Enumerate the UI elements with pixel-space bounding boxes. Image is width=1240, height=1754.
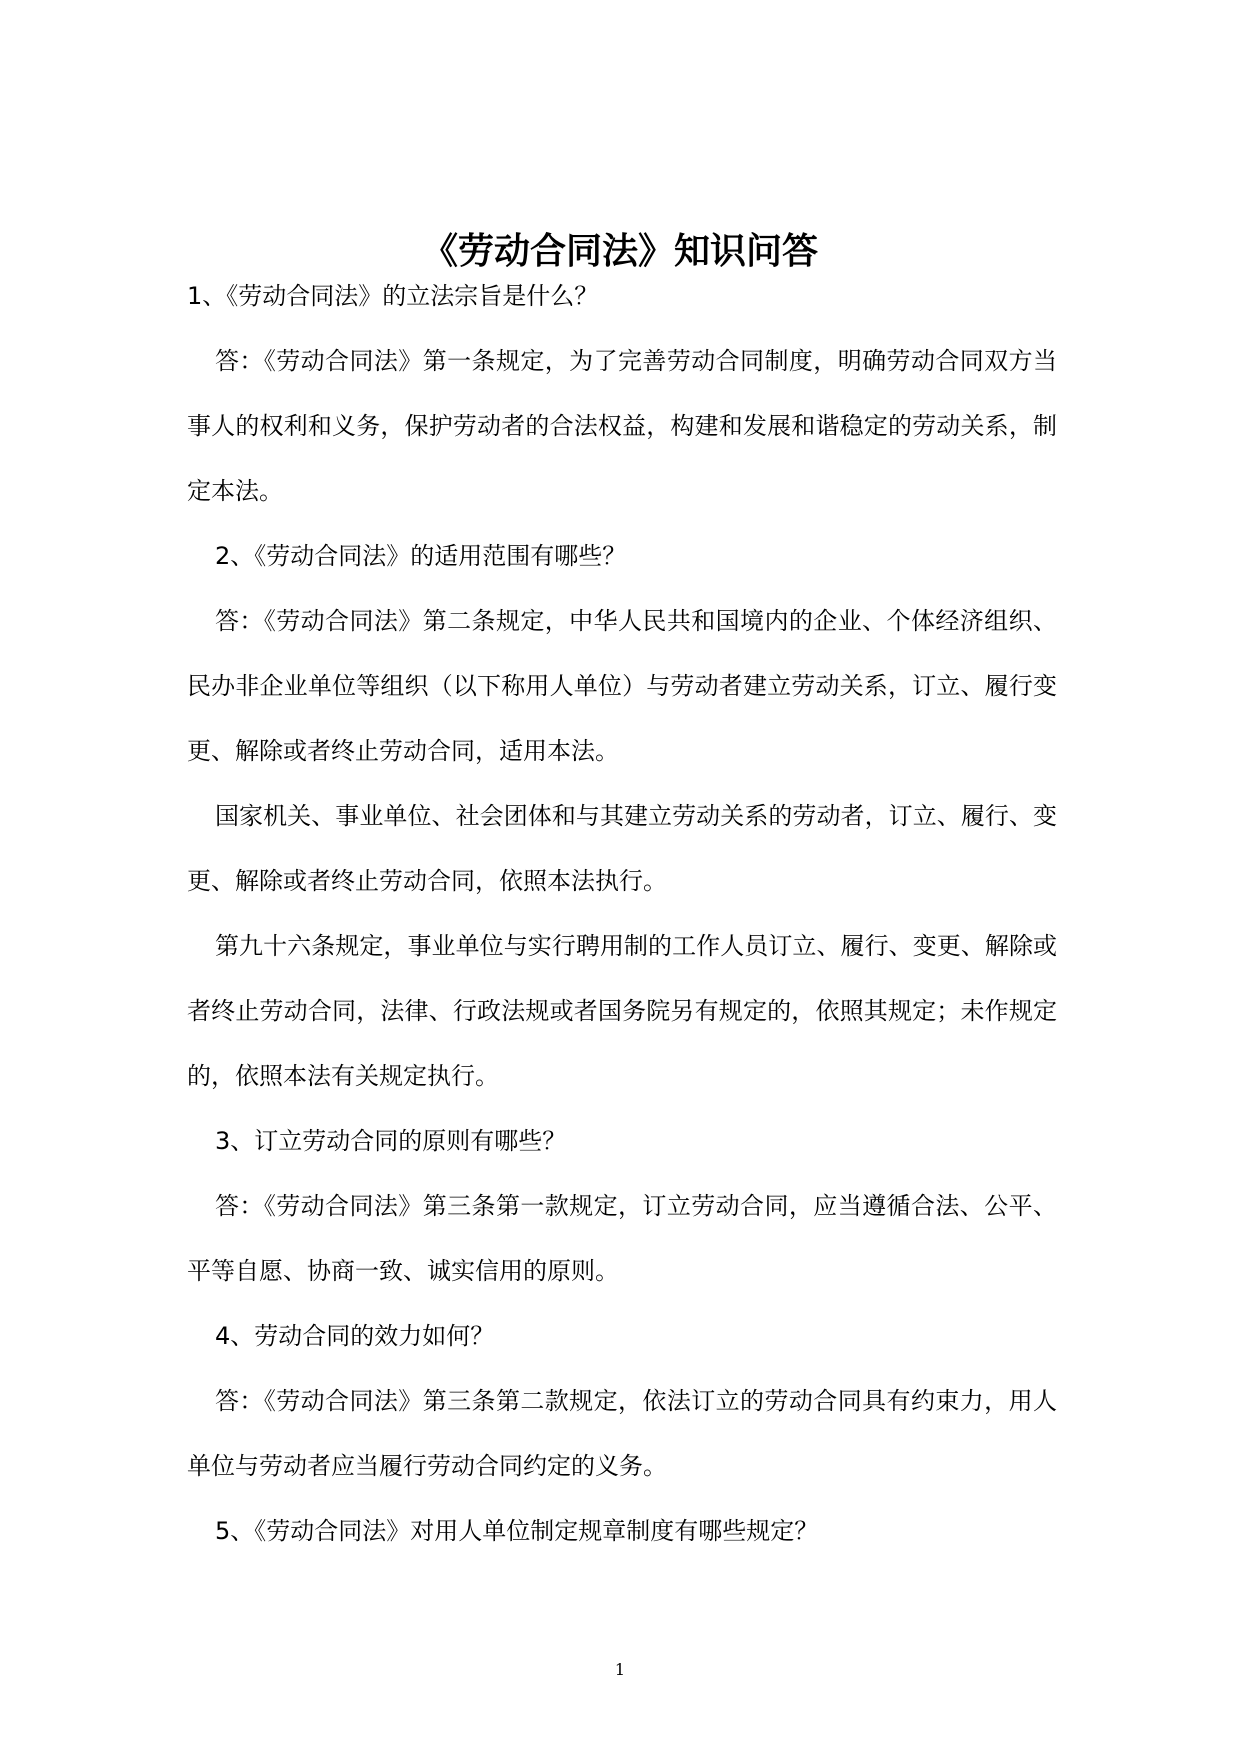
question-4: 4、劳动合同的效力如何？ xyxy=(215,1322,495,1350)
answer-4: 答：《劳动合同法》第三条第二款规定，依法订立的劳动合同具有约束力，用人单位与劳动者应当履行劳动合同约定的义务。 xyxy=(187,1387,1057,1480)
answer-2: 答：《劳动合同法》第二条规定，中华人民共和国境内的企业、个体经济组织、民办非企业单位等组织（以下称用人单位）与劳动者建立劳动关系，订立、履行变更、解除或者终止劳动合同，适用本法。 xyxy=(187,607,1057,765)
document-title: 《劳动合同法》知识问答 xyxy=(421,231,818,273)
question-2: 2、《劳动合同法》的适用范围有哪些？ xyxy=(215,542,627,570)
page-number: 1 xyxy=(614,1660,626,1679)
answer-3: 答：《劳动合同法》第三条第一款规定，订立劳动合同，应当遵循合法、公平、平等自愿、协商一致、诚实信用的原则。 xyxy=(187,1192,1057,1285)
answer-2-paragraph-3: 第九十六条规定，事业单位与实行聘用制的工作人员订立、履行、变更、解除或者终止劳动合同，法律、行政法规或者国务院另有规定的，依照其规定；未作规定的，依照本法有关规定执行。 xyxy=(187,932,1057,1090)
question-5: 5、《劳动合同法》对用人单位制定规章制度有哪些规定？ xyxy=(215,1517,819,1545)
answer-1: 答：《劳动合同法》第一条规定，为了完善劳动合同制度，明确劳动合同双方当事人的权利和义务，保护劳动者的合法权益，构建和发展和谐稳定的劳动关系，制定本法。 xyxy=(187,347,1057,505)
question-3: 3、订立劳动合同的原则有哪些？ xyxy=(215,1127,567,1155)
question-1: 1、《劳动合同法》的立法宗旨是什么？ xyxy=(187,282,599,310)
document-body xyxy=(187,264,1057,1564)
answer-2-paragraph-2: 国家机关、事业单位、社会团体和与其建立劳动关系的劳动者，订立、履行、变更、解除或者终止劳动合同，依照本法执行。 xyxy=(187,802,1057,895)
